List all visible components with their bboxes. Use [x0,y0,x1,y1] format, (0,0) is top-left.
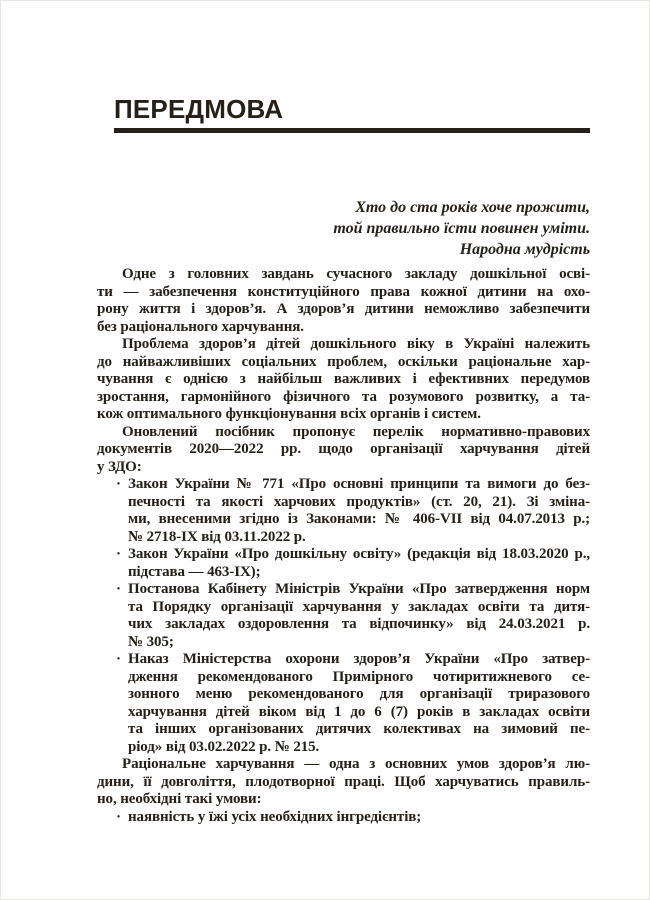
bullet-marker: · [116,808,121,825]
text-line: ти — забезпечення конституційного права кожної дитини на охо- [97,283,590,300]
epigraph-line: Хто до ста років хоче прожити, [355,199,590,216]
text-line: наявність у їжі усіх необхідних інгредієнтів; [128,808,422,825]
text-line: та Порядку організації харчування у закладах освіти та дитя- [128,598,590,615]
bullet-marker: · [116,476,121,492]
body-text [97,266,590,826]
text-line: дження рекомендованого Примірного чотиритижневого се- [128,668,590,685]
text-line: Закон України «Про дошкільну освіту» (редакція від 18.03.2020 р., [128,546,590,562]
text-line: Одне з головних завдань сучасного закладу дошкільної осві- [122,266,590,282]
text-line: Наказ Міністерства охорони здоров’я України «Про затвер- [128,651,590,667]
epigraph [333,197,590,260]
text-line: ріод» від 03.02.2022 р. № 215. [128,738,320,755]
text-line: рону життя і здоров’я. А здоров’я дитини неможливо забезпечити [97,301,590,317]
text-line: зонного меню рекомендованого для організації триразового [128,686,590,702]
text-line: но, необхідні такі умови: [97,791,262,807]
paragraph [97,266,590,336]
text-line: до найважливіших соціальних проблем, оскільки раціональне хар- [97,353,590,370]
text-line: Закон України № 771 «Про основні принципи та вимоги до без- [128,476,590,492]
bullet-marker: · [116,546,121,562]
text-line: чування є однією з найбільш важливих і ефективних передумов [97,371,590,387]
text-line: Оновлений посібник пропонує перелік нормативно-правових [122,423,590,440]
text-line: печності та якості харчових продуктів» (ст. 20, 21). Зі зміна- [128,493,590,510]
bullet-marker: · [116,581,121,597]
text-line: Постанова Кабінету Міністрів України «Про затвердження норм [128,581,590,597]
bullet-item [97,546,590,581]
epigraph-attribution: Народна мудрість [459,241,590,258]
bullet-item [97,476,590,546]
page-header [114,93,590,133]
bullet-item [97,581,590,651]
text-line: документів 2020—2022 рр. щодо організації харчування дітей [97,441,590,457]
text-line: Проблема здоров’я дітей дошкільного віку в Україні належить [122,336,590,352]
text-line: № 305; [128,633,174,650]
text-line: Раціональне харчування — одна з основних умов здоров’я лю- [122,756,590,772]
paragraph [97,756,590,809]
text-line: зростання, гармонійного фізичного та розумового розвитку, а та- [97,388,590,405]
paragraph [97,336,590,424]
text-line: ми, внесеними згідно із Законами: № 406-VII від 04.07.2013 р.; [128,511,590,527]
bullet-item [97,651,590,756]
text-line: кож оптимального функціонування всіх органів і систем. [97,406,481,422]
paragraph [97,424,590,477]
page-title: ПЕРЕДМОВА [114,94,284,124]
text-line: та інших організованих дитячих колективах на зимовий пе- [128,721,590,737]
text-line: харчування дітей віком від 1 до 6 (7) років в закладах освіти [128,703,590,720]
title-rule [114,128,590,133]
text-line: у ЗДО: [97,458,142,475]
text-line: без раціонального харчування. [97,318,304,335]
text-line: підстава — 463-IX); [128,563,261,580]
text-line: дини, її довголіття, плодотворної праці. Щоб харчуватись правиль- [97,773,590,790]
bullet-marker: · [116,651,121,667]
bullet-item [97,809,590,827]
epigraph-line: той правильно їсти повинен уміти. [333,220,590,237]
text-line: № 2718-IX від 03.11.2022 р. [128,528,306,545]
text-line: чих закладах оздоровлення та відпочинку» від 24.03.2021 р. [128,616,590,632]
